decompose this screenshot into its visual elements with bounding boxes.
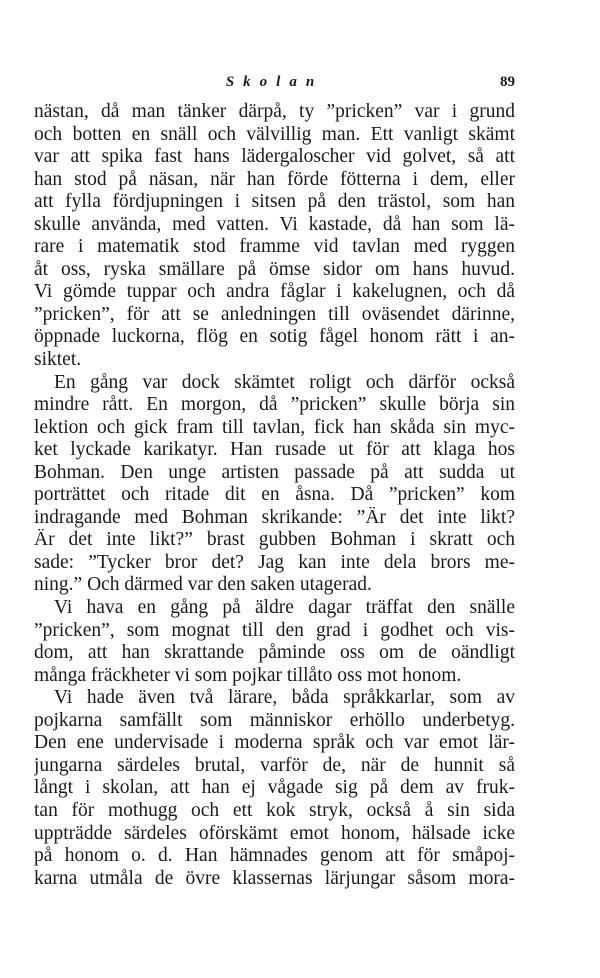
text-line: långt i skolan, att han ej vågade sig på dem av fruk- xyxy=(34,777,515,799)
text-line: Bohman. Den unge artisten passade på att sudda ut xyxy=(34,461,515,483)
text-line: lektion och gick fram till tavlan, fick han skåda sin myc- xyxy=(34,416,515,438)
text-line: mindre rått. En morgon, då ”pricken” skulle börja sin xyxy=(34,394,515,416)
text-line: sade: ”Tycker bror det? Jag kan inte dela brors me- xyxy=(34,551,515,573)
text-line: och botten en snäll och välvillig man. Ett vanligt skämt xyxy=(34,123,515,145)
text-line: En gång var dock skämtet roligt och därför också xyxy=(54,371,515,393)
text-line: ket lyckade karikatyr. Han rusade ut för att klaga hos xyxy=(34,439,515,461)
text-line: siktet. xyxy=(34,349,82,371)
text-line: rare i matematik stod framme vid tavlan med ryggen xyxy=(34,236,515,258)
text-line: att fylla fördjupningen i sitsen på den trästol, som han xyxy=(34,191,515,213)
page-number: 89 xyxy=(500,74,515,90)
text-line: ning.” Och därmed var den saken utagerad. xyxy=(34,574,372,596)
paragraph xyxy=(34,597,515,687)
text-line: Är det inte likt?” brast gubben Bohman i skratt och xyxy=(34,529,515,551)
text-line: ”pricken”, som mognat till den grad i godhet och vis- xyxy=(34,619,515,641)
text-line: jungarna särdeles brutal, varför de, när de hunnit så xyxy=(34,754,515,776)
page-header xyxy=(34,70,515,94)
text-line: skulle använda, med vatten. Vi kastade, då han som lä- xyxy=(34,213,515,235)
running-head: Skolan xyxy=(225,74,324,90)
text-line: nästan, då man tänker därpå, ty ”pricken” var i grund xyxy=(34,101,515,122)
text-line: Vi hade även två lärare, båda språkkarlar, som av xyxy=(54,687,515,709)
text-line: öppnade luckorna, flög en sotig fågel honom rätt i an- xyxy=(34,326,515,348)
text-line: uppträdde särdeles oförskämt emot honom, hälsade icke xyxy=(34,822,515,844)
text-line: Vi gömde tuppar och andra fåglar i kakelugnen, och då xyxy=(34,281,515,303)
text-line: han stod på näsan, när han förde fötterna i dem, eller xyxy=(34,168,515,190)
paragraph xyxy=(34,101,515,372)
text-line: ”pricken”, för att se anledningen till oväsendet därinne, xyxy=(34,303,515,325)
text-line: tan för mothugg och ett kok stryk, också å sin sida xyxy=(34,799,515,821)
body-text xyxy=(34,101,515,890)
paragraph xyxy=(34,372,515,597)
text-line: Den ene undervisade i moderna språk och var emot lär- xyxy=(34,732,515,754)
text-line: var att spika fast hans lädergaloscher vid golvet, så att xyxy=(34,146,515,168)
text-line: pojkarna samfällt som människor erhöllo underbetyg. xyxy=(34,709,515,731)
text-line: Vi hava en gång på äldre dagar träffat den snälle xyxy=(54,597,515,619)
text-line: indragande med Bohman skrikande: ”Är det inte likt? xyxy=(34,506,515,528)
text-line: porträttet och ritade dit en åsna. Då ”pricken” kom xyxy=(34,484,515,506)
text-line: många fräckheter vi som pojkar tillåto oss mot honom. xyxy=(34,664,462,686)
text-line: dom, att han skrattande påminde oss om de oändligt xyxy=(34,642,515,664)
text-line: åt oss, ryska smällare på ömse sidor om hans huvud. xyxy=(34,258,515,280)
text-line: på honom o. d. Han hämnades genom att för småpoj- xyxy=(34,845,515,867)
paragraph xyxy=(34,687,515,890)
text-line: karna utmåla de övre klassernas lärjungar såsom mora- xyxy=(34,867,515,889)
